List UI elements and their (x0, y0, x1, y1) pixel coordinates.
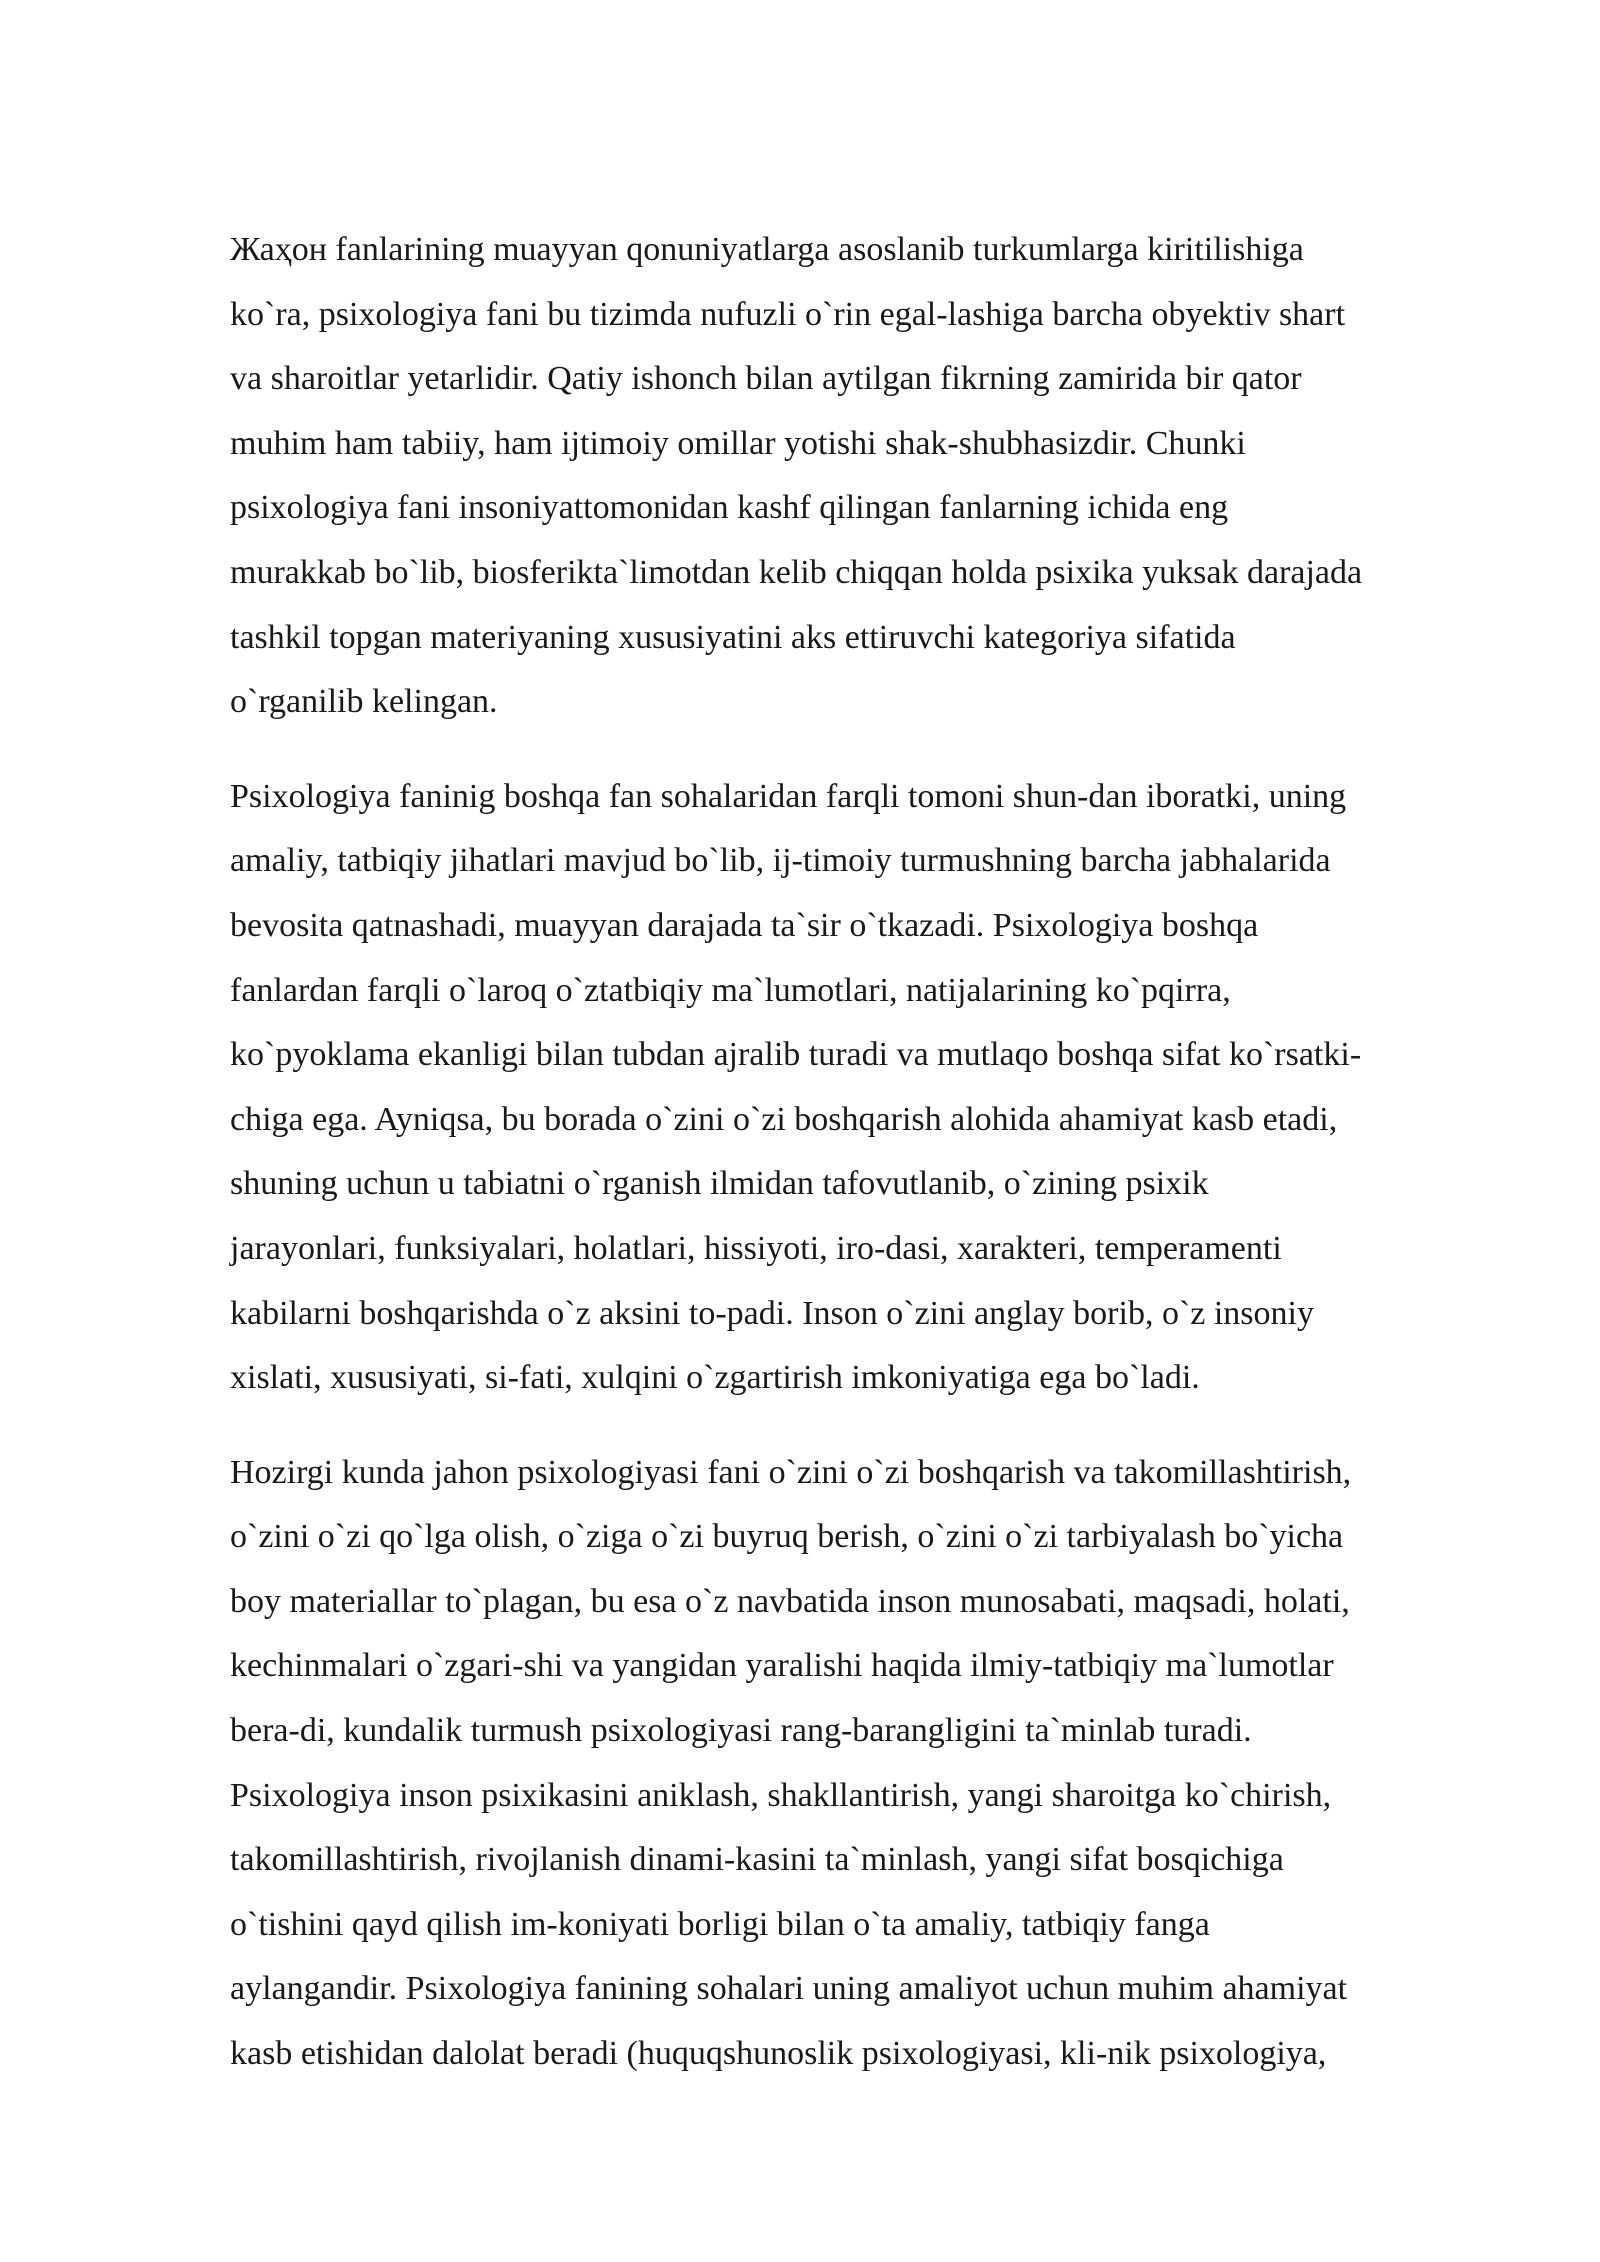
text-line: kechinmalari o`zgari-shi va yangidan yaralishi haqida ilmiy-tatbiqiy ma`lumotlar (230, 1647, 1334, 1685)
text-line: muhim ham tabiiy, ham ijtimoiy omillar yotishi shak-shubhasizdir. Chunki (230, 424, 1246, 462)
text-line: o`rganilib kelingan. (230, 683, 498, 721)
text-line: amaliy, tatbiqiy jihatlari mavjud bo`lib, ij-timoiy turmushning barcha jabhalarida (230, 842, 1331, 880)
text-line: aylangandir. Psixologiya fanining sohalari uning amaliyot uchun muhim ahamiyat (230, 1970, 1348, 2008)
paragraph-1 (230, 218, 1520, 735)
text-line: murakkab bo`lib, biosferikta`limotdan kelib chiqqan holda psixika yuksak darajada (230, 553, 1363, 591)
text-line: tashkil topgan materiyaning xususiyatini aks ettiruvchi kategoriya sifatida (230, 618, 1236, 656)
text-line: o`zini o`zi qo`lga olish, o`ziga o`zi buyruq berish, o`zini o`zi tarbiyalash bo`yicha (230, 1518, 1344, 1556)
paragraph-2 (230, 765, 1520, 1411)
text-line: Psixologiya faninig boshqa fan sohalaridan farqli tomoni shun-dan iboratki, uning (230, 777, 1347, 815)
text-line: Жаҳон fanlarining muayyan qonuniyatlarga asoslanib turkumlarga kiritilishiga (230, 231, 1304, 268)
text-line: kasb etishidan dalolat beradi (huquqshunoslik psixologiyasi, kli-nik psixologiya, (230, 2035, 1327, 2073)
text-line: ko`pyoklama ekanligi bilan tubdan ajralib turadi va mutlaqo boshqa sifat ko`rsatki- (230, 1036, 1362, 1074)
text-line: psixologiya fani insoniyattomonidan kashf qilingan fanlarning ichida eng (230, 489, 1229, 527)
text-line: jarayonlari, funksiyalari, holatlari, hissiyoti, iro-dasi, xarakteri, temperamenti (230, 1229, 1282, 1267)
document-body (230, 218, 1520, 2117)
text-line: xislati, xususiyati, si-fati, xulqini o`zgartirish imkoniyatiga ega bo`ladi. (230, 1359, 1200, 1397)
text-line: shuning uchun u tabiatni o`rganish ilmidan tafovutlanib, o`zining psixik (230, 1165, 1209, 1203)
text-line: ko`ra, psixologiya fani bu tizimda nufuzli o`rin egal-lashiga barcha obyektiv shart (230, 295, 1346, 333)
text-line: chiga ega. Ayniqsa, bu borada o`zini o`zi boshqarish alohida ahamiyat kasb etadi, (230, 1100, 1338, 1138)
text-line: o`tishini qayd qilish im-koniyati borligi bilan o`ta amaliy, tatbiqiy fanga (230, 1905, 1210, 1943)
text-line: boy materiallar to`plagan, bu esa o`z navbatida inson munosabati, maqsadi, holati, (230, 1582, 1350, 1620)
text-line: bera-di, kundalik turmush psixologiyasi rang-barangligini ta`minlab turadi. (230, 1712, 1252, 1750)
paragraph-3 (230, 1441, 1520, 2087)
text-line: Psixologiya inson psixikasini aniklash, shakllantirish, yangi sharoitga ko`chirish, (230, 1776, 1332, 1814)
text-line: Hozirgi kunda jahon psixologiyasi fani o`zini o`zi boshqarish va takomillashtirish, (230, 1453, 1352, 1491)
text-line: takomillashtirish, rivojlanish dinami-kasini ta`minlash, yangi sifat bosqichiga (230, 1841, 1284, 1879)
text-line: kabilarni boshqarishda o`z aksini to-padi. Inson o`zini anglay borib, o`z insoniy (230, 1294, 1314, 1332)
text-line: bevosita qatnashadi, muayyan darajada ta`sir o`tkazadi. Psixologiya boshqa (230, 906, 1259, 944)
text-line: fanlardan farqli o`laroq o`ztatbiqiy ma`lumotlari, natijalarining ko`pqirra, (230, 971, 1231, 1009)
text-line: va sharoitlar yetarlidir. Qatiy ishonch bilan aytilgan fikrning zamirida bir qator (230, 360, 1302, 398)
